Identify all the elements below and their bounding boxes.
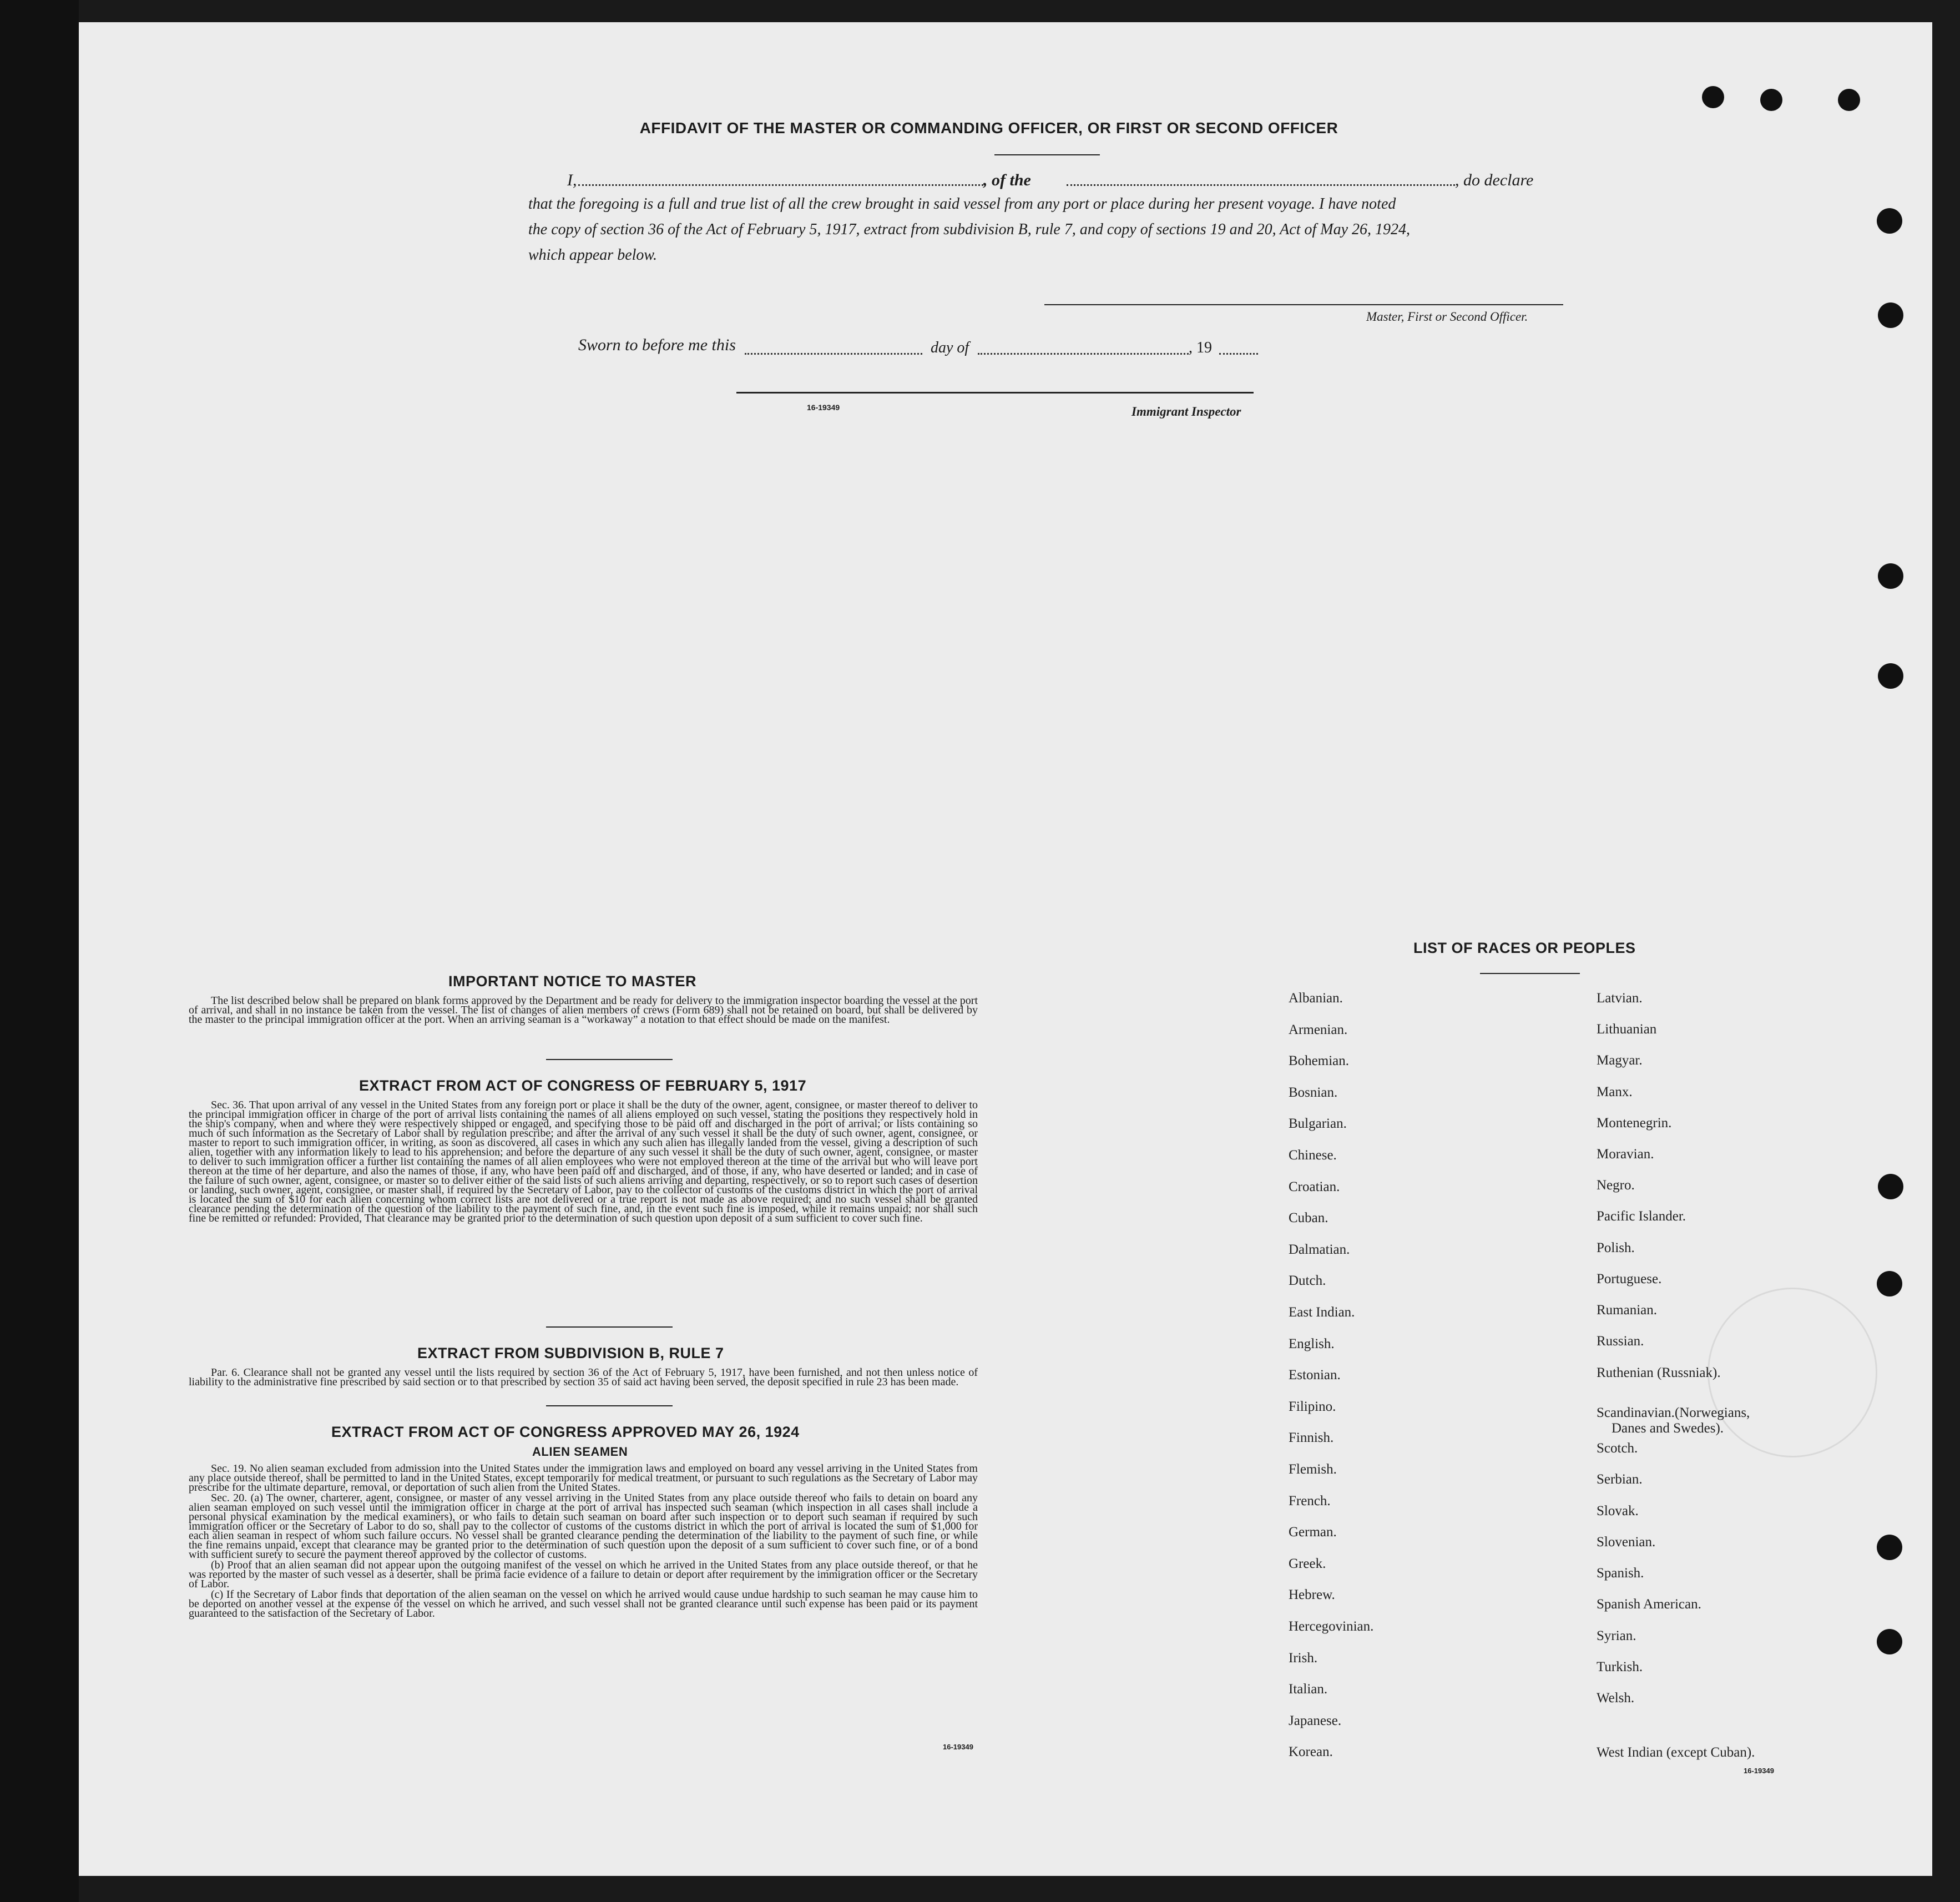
scan-left-border — [0, 0, 79, 1902]
section-divider — [546, 1326, 673, 1328]
race-item: Irish. — [1289, 1650, 1318, 1666]
sworn-prefix: Sworn to before me this — [578, 336, 736, 354]
race-item: Slovenian. — [1597, 1535, 1656, 1550]
race-item: Welsh. — [1597, 1691, 1635, 1706]
race-item: Turkish. — [1597, 1659, 1643, 1674]
alien-seamen-subtitle: ALIEN SEAMEN — [532, 1445, 628, 1459]
race-item: English. — [1289, 1336, 1335, 1351]
punch-hole — [1878, 1174, 1903, 1199]
race-item: Cuban. — [1289, 1210, 1328, 1226]
race-item: Bohemian. — [1289, 1053, 1350, 1069]
race-item: Spanish. — [1597, 1566, 1644, 1581]
embossed-seal — [1708, 1288, 1877, 1457]
race-item: Montenegrin. — [1597, 1116, 1672, 1131]
punch-hole — [1838, 89, 1860, 111]
race-item: Albanian. — [1289, 991, 1343, 1006]
race-item: Hebrew. — [1289, 1587, 1335, 1603]
sec-20a-paragraph: Sec. 20. (a) The owner, charterer, agent, consignee, or master of any vessel arriving in the United States from any place outside thereof who fails to detain on board any alien seaman employed on such vessel until the immigration officer in charge at the port of arrival has inspected such seaman (which inspection in all cases shall include a personal physical examination by the medical examiners), or who fails to detain such seaman on board after such inspection or to deport such seaman if required by such immigration officer or the Secretary of Labor to do so, shall pay to the collector of customs of the customs district in which the port of arrival is located the sum of $1,000 for each alien seaman in respect of whom such failure occurs. No vessel shall be granted clearance pending the determination of the liability to the payment of such fine, or while the fine remains unpaid, except that clearance may be granted prior to the determination of such question upon the deposit of a sum sufficient to cover such fine, or of a bond with sufficient surety to secure the payment thereof approved by the collector of customs. — [189, 1492, 978, 1561]
affidavit-title: AFFIDAVIT OF THE MASTER OR COMMANDING OFFICER, OR FIRST OR SECOND OFFICER — [639, 119, 1338, 137]
extract-1917-text — [189, 1101, 978, 1224]
race-item: Lithuanian — [1597, 1022, 1657, 1037]
punch-hole — [1702, 86, 1724, 108]
section-divider — [546, 1059, 673, 1060]
race-item: Manx. — [1597, 1084, 1633, 1099]
form-number-top: 16-19349 — [807, 403, 840, 412]
sworn-month-blank[interactable] — [978, 353, 1189, 355]
vessel-blank[interactable] — [1067, 184, 1455, 186]
inspector-line[interactable] — [736, 392, 1254, 393]
race-item: Scandinavian.(Norwegians, — [1597, 1405, 1750, 1420]
punch-hole — [1877, 1271, 1902, 1296]
race-item: Negro. — [1597, 1178, 1635, 1193]
notice-text — [189, 996, 978, 1026]
section-36-paragraph: Sec. 36. That upon arrival of any vessel in the United States from any foreign port or place it shall be the duty of the owner, agent, consignee, or master thereof to deliver to the principal immigration officer in charge of the port of arrival lists containing the names of all aliens employed on such vessel, stating the positions they respectively hold in the ship's company, when and where they were respectively shipped or engaged, and specifying those to be paid off and discharged in the port of arrival; or lists containing so much of such information as the Secretary of Labor shall by regulation prescribe; and after the arrival of any such vessel it shall be the duty of such owner, agent, consignee, or master to report to such immigration officer, in writing, as soon as discovered, all cases in which any such alien has illegally landed from the vessel, giving a description of such alien, together with any information likely to lead to his apprehension; and before the departure of any such vessel it shall be the duty of such owner, agent, consignee, or master to deliver to such immigration officer a further list containing the names of all alien employees who were not employed thereon at the time of the arrival but who will leave port thereon at the time of her departure, and also the names of those, if any, who have been paid off and discharged, and of those, if any, who have deserted or landed; and in case of the failure of such owner, agent, consignee, or master so to deliver either of the said lists of such aliens arriving and departing, respectively, or so to report such cases of desertion or landing, such owner, agent, consignee, or master shall, if required by the Secretary of Labor, pay to the collector of customs of the customs district in which the port of arrival is located the sum of $10 for each alien concerning whom correct lists are not delivered or a true report is not made as above required; and no such vessel shall be granted clearance pending the determination of the question of the liability to the payment of such fine, and, in the event such fine is imposed, while it remains unpaid; nor shall such fine be remitted or refunded: Provided, That clearance may be granted prior to the determination of such question upon deposit of a sum sufficient to cover such fine. — [189, 1099, 978, 1224]
race-item: Bulgarian. — [1289, 1116, 1347, 1132]
punch-hole — [1877, 208, 1902, 234]
race-item: Korean. — [1289, 1744, 1333, 1760]
form-number-right: 16-19349 — [1744, 1767, 1774, 1775]
affidavit-body-line2: the copy of section 36 of the Act of February 5, 1917, extract from subdivision B, rule 7, and copy of sections 19 and 20, Act of May 26, 1924, — [528, 221, 1411, 238]
race-item: Slovak. — [1597, 1504, 1639, 1518]
notice-paragraph: The list described below shall be prepared on blank forms approved by the Department and be ready for delivery to the immigration inspector boarding the vessel at the port of arrival, and shall in no instance be taken from the vessel. The list of changes of alien members of crews (Form 689) shall not be retained on board, but shall be delivered by the master to the principal immigration officer at the port. When an arriving seaman is a “workaway” a notation to that effect should be made on the manifest. — [189, 995, 978, 1026]
affidavit-declare: , do declare — [1455, 171, 1534, 189]
punch-hole — [1877, 1629, 1902, 1654]
extract-1924-title: EXTRACT FROM ACT OF CONGRESS APPROVED MAY 26, 1924 — [331, 1424, 800, 1440]
race-item: Polish. — [1597, 1240, 1635, 1255]
sworn-day-blank[interactable] — [745, 353, 922, 355]
race-item: Finnish. — [1289, 1430, 1334, 1446]
race-item: Syrian. — [1597, 1628, 1636, 1643]
extract-1917-title: EXTRACT FROM ACT OF CONGRESS OF FEBRUARY 5, 1917 — [359, 1077, 807, 1094]
sworn-day: day of — [931, 339, 969, 356]
race-item: Russian. — [1597, 1334, 1644, 1349]
affidavit-i: I, — [567, 171, 577, 189]
race-item: Bosnian. — [1289, 1084, 1338, 1100]
document-page — [79, 22, 1932, 1876]
race-item: West Indian (except Cuban). — [1597, 1745, 1755, 1760]
race-item: Rumanian. — [1597, 1303, 1658, 1318]
race-item: Armenian. — [1289, 1022, 1348, 1037]
notice-title: IMPORTANT NOTICE TO MASTER — [448, 973, 696, 990]
affidavit-body-line1: that the foregoing is a full and true list of all the crew brought in said vessel from any port or place during her present voyage. I have noted — [528, 195, 1396, 213]
race-item: Croatian. — [1289, 1179, 1340, 1194]
punch-hole — [1760, 89, 1782, 111]
race-item: Hercegovinian. — [1289, 1619, 1374, 1634]
affidavit-of-the: , of the — [983, 171, 1031, 189]
rule7-title: EXTRACT FROM SUBDIVISION B, RULE 7 — [417, 1345, 724, 1361]
race-item: Moravian. — [1597, 1147, 1654, 1162]
affidavit-body-line3: which appear below. — [528, 246, 658, 264]
inspector-caption: Immigrant Inspector — [1131, 405, 1241, 418]
par-6-paragraph: Par. 6. Clearance shall not be granted any vessel until the lists required by section 36 of the Act of February 5, 1917, have been furnished, and not then unless notice of liability to the administrative fine prescribed by said section or to that prescribed by section 35 of said act having been served, the deposit specified in rule 23 has been made. — [189, 1366, 978, 1388]
sworn-year: , 19 — [1189, 339, 1212, 356]
race-item: Dalmatian. — [1289, 1242, 1350, 1257]
race-item: Portuguese. — [1597, 1272, 1662, 1287]
race-item: Ruthenian (Russniak). — [1597, 1365, 1721, 1380]
race-item: Pacific Islander. — [1597, 1209, 1686, 1224]
race-item: German. — [1289, 1525, 1337, 1540]
rule7-text — [189, 1368, 978, 1388]
sec-20c-paragraph: (c) If the Secretary of Labor finds that deportation of the alien seaman on the vessel on which he arrived would cause undue hardship to such seaman he may cause him to be deported on another vessel at the expense of the vessel on which he arrived, and such vessel shall not be granted clearance until such expense has been paid or its payment guaranteed to the satisfaction of the Secretary of Labor. — [189, 1588, 978, 1620]
signature-line[interactable] — [1044, 304, 1563, 305]
race-item: Filipino. — [1289, 1399, 1336, 1414]
race-item: Greek. — [1289, 1556, 1326, 1571]
name-blank[interactable] — [578, 184, 983, 186]
title-underline — [994, 154, 1100, 155]
punch-hole — [1877, 1535, 1902, 1560]
race-item: Italian. — [1289, 1682, 1328, 1697]
race-item: Serbian. — [1597, 1472, 1643, 1487]
race-item: Spanish American. — [1597, 1597, 1701, 1612]
signature-caption: Master, First or Second Officer. — [1366, 310, 1528, 324]
section-divider — [546, 1405, 673, 1406]
race-item: Magyar. — [1597, 1053, 1643, 1068]
race-item: Dutch. — [1289, 1273, 1326, 1289]
form-number-left: 16-19349 — [943, 1743, 973, 1751]
punch-hole — [1878, 302, 1903, 328]
sec-19-paragraph: Sec. 19. No alien seaman excluded from admission into the United States under the immigration laws and employed on board any vessel arriving in the United States from any place outside thereof, shall be permitted to land in the United States, except temporarily for medical treatment, or pursuant to such regulations as the Secretary of Labor may prescribe for the ultimate departure, removal, or deportation of such alien from the United States. — [189, 1462, 978, 1494]
punch-hole — [1878, 663, 1903, 689]
race-item: East Indian. — [1289, 1305, 1355, 1320]
race-scandinavian-line2: Danes and Swedes). — [1612, 1421, 1724, 1436]
race-item: Estonian. — [1289, 1368, 1341, 1383]
race-item: Japanese. — [1289, 1713, 1342, 1728]
sec-20b-paragraph: (b) Proof that an alien seaman did not appear upon the outgoing manifest of the vessel on which he arrived in the United States from any place outside thereof, or that he was reported by the master of such vessel as a deserter, shall be prima facie evidence of a failure to detain or deport after requirement by the immigration officer or the Secretary of Labor. — [189, 1559, 978, 1590]
races-title: LIST OF RACES OR PEOPLES — [1413, 940, 1636, 956]
race-item: Chinese. — [1289, 1148, 1337, 1163]
races-title-underline — [1480, 973, 1580, 974]
race-item: Scotch. — [1597, 1441, 1638, 1456]
race-item: Latvian. — [1597, 991, 1643, 1006]
extract-1924-text — [189, 1464, 978, 1620]
race-item: Flemish. — [1289, 1462, 1337, 1477]
punch-hole — [1878, 563, 1903, 589]
race-item: French. — [1289, 1493, 1331, 1509]
sworn-year-blank[interactable] — [1219, 353, 1258, 355]
